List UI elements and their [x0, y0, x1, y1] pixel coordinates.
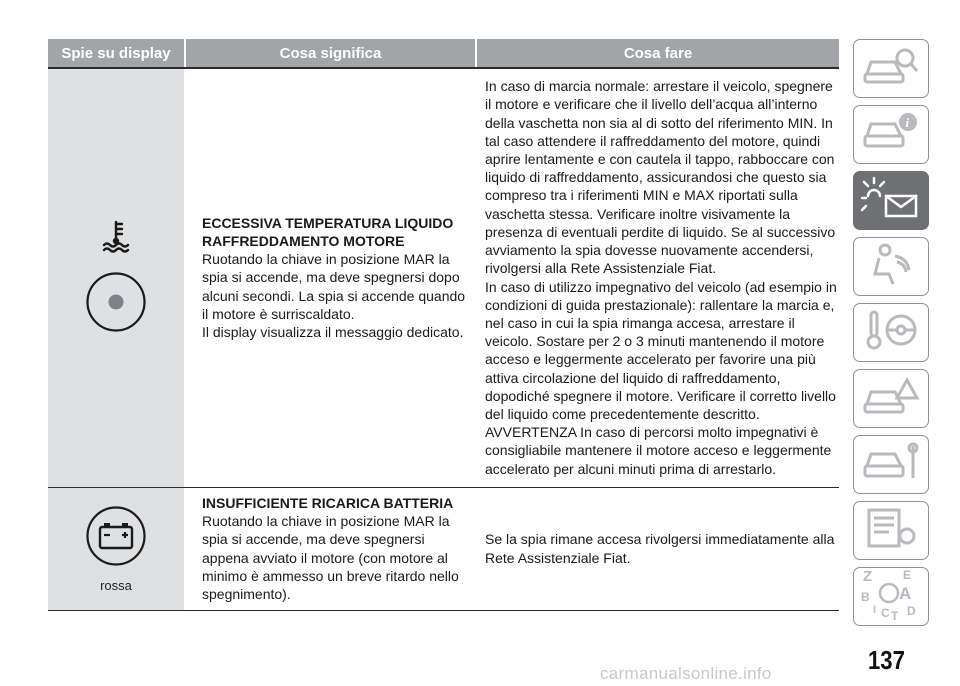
key-steering-wheel-icon	[861, 308, 921, 357]
car-warning-triangle-icon	[861, 374, 921, 423]
car-wrench-icon	[861, 440, 921, 489]
header-meaning: Cosa significa	[186, 39, 475, 67]
warning-lights-table	[48, 39, 839, 611]
meaning-text: Ruotando la chiave in posizione MAR la spia si accende, ma deve spegnersi dopo alcuni secondi. La spia si accende quando il motore è surriscaldato. Il display visualizza il messaggio dedicato.	[202, 251, 466, 340]
grey-circle-indicator-icon	[85, 271, 147, 338]
table-header	[48, 39, 839, 67]
index-letter: I	[873, 604, 877, 616]
meaning-title: ECCESSIVA TEMPERATURA LIQUIDO RAFFREDDAMENTO MOTORE	[202, 214, 454, 249]
row-divider	[48, 610, 839, 611]
icon-cell	[48, 69, 184, 487]
header-action: Cosa fare	[477, 39, 839, 67]
action-text: In caso di marcia normale: arrestare il veicolo, spegnere il motore e verificare che il livello dell’acqua all’interno della vaschetta non sia al di sotto del riferimento MIN. In tal caso attendere il raffreddamento del motore, quindi aprire lentamente e con cautela il tappo, rabboccare con liquido di raffreddamento, assicurandosi che questo sia compreso tra i riferimenti MIN e MAX riportati sulla vaschetta stessa. Verificare inoltre visivamente la presenza di eventuali perdite di liquido. Se al successivo avviamento la spia dovesse nuovamente accendersi, rivolgersi alla Rete Assistenziale Fiat. In caso di utilizzo impegnativo del veicolo (ad esempio in condizioni di guida prestazionale): rallentare la marcia e, nel caso in cui la spia rimanga accesa, arrestare il veicolo. Sostare per 2 o 3 minuti mantenendo il motore acceso e leggermente accelerato per favorire una più attiva circolazione del liquido di raffreddamento, dopodiché spegnere il motore. Verificare il corretto livello del liquido come precedentemente descritto. AVVERTENZA In caso di percorsi molto impegnativi è consigliabile mantenere il motore acceso e leggermente accelerato per alcuni minuti prima di arrestarlo.	[485, 78, 837, 477]
tab-emergency[interactable]	[853, 369, 929, 428]
action-cell	[477, 69, 839, 487]
meaning-cell	[186, 488, 475, 610]
svg-text:i: i	[905, 115, 910, 130]
battery-warning-icon	[85, 505, 147, 572]
seat-airbag-icon	[861, 242, 921, 291]
meaning-text: Ruotando la chiave in posizione MAR la spia si accende, ma deve spegnersi appena avviato il motore (con motore al minimo è ammesso un breve ritardo nello spegnimento).	[202, 513, 459, 602]
index-letter: E	[903, 568, 912, 582]
watermark: carmanualsonline.info	[600, 664, 772, 683]
action-cell	[477, 488, 839, 610]
tab-starting-driving[interactable]	[853, 303, 929, 362]
tab-car-search[interactable]	[853, 39, 929, 98]
tab-maintenance[interactable]	[853, 435, 929, 494]
meaning-cell	[186, 69, 475, 487]
spec-sheet-gear-icon	[861, 506, 921, 555]
table-row	[48, 69, 839, 487]
coolant-temperature-warning-icon	[101, 218, 131, 259]
tab-safety[interactable]	[853, 237, 929, 296]
index-letter: B	[861, 590, 870, 604]
header-display-lights: Spie su display	[48, 39, 184, 67]
action-text: Se la spia rimane accesa rivolgersi immediatamente alla Rete Assistenziale Fiat.	[485, 531, 835, 566]
tab-warning-lights[interactable]	[853, 171, 929, 230]
meaning-title: INSUFFICIENTE RICARICA BATTERIA	[202, 494, 454, 511]
index-letter: D	[907, 604, 916, 618]
index-letter: C	[881, 606, 890, 620]
warning-light-message-icon	[860, 174, 922, 227]
alphabet-index-icon	[859, 567, 923, 626]
car-search-icon	[861, 44, 921, 93]
table-row	[48, 488, 839, 610]
icon-cell	[48, 488, 184, 610]
index-letter: T	[891, 609, 899, 621]
tab-car-info[interactable]	[853, 105, 929, 164]
page-number: 137	[868, 645, 905, 675]
chapter-sidebar	[853, 39, 930, 633]
tab-technical-data[interactable]	[853, 501, 929, 560]
index-letter: A	[899, 584, 912, 603]
car-info-icon	[861, 110, 921, 159]
indicator-color-label: rossa	[100, 577, 132, 593]
index-letter: Z	[863, 568, 873, 585]
tab-index[interactable]	[853, 567, 929, 626]
